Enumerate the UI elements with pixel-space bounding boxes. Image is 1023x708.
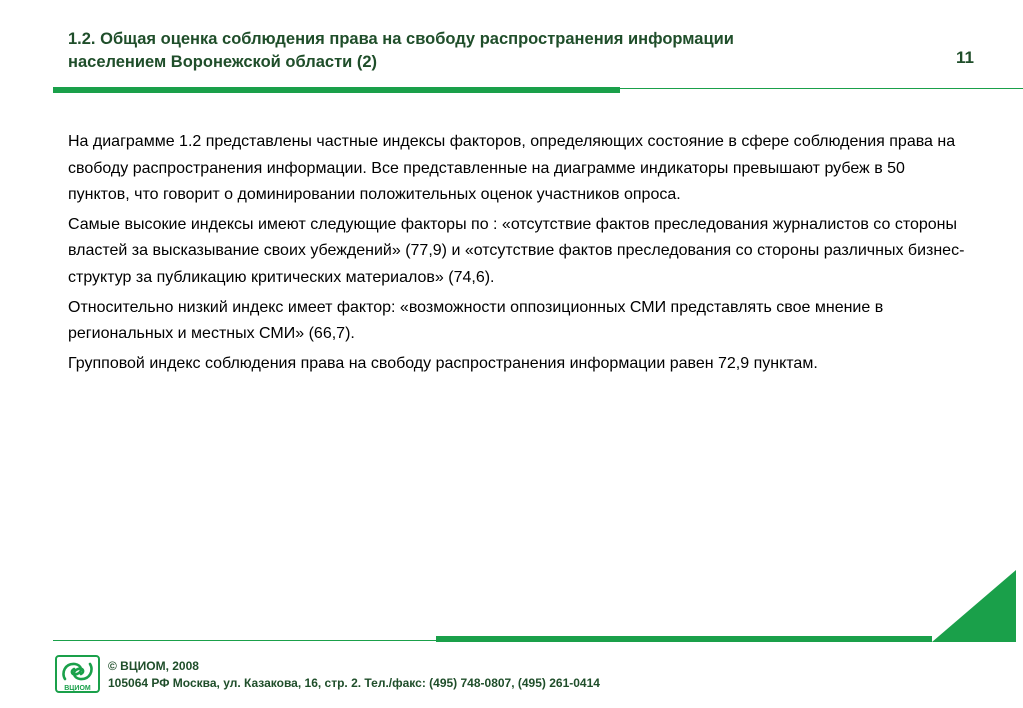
page-title-line-2: населением Воронежской области (2) <box>68 53 378 71</box>
logo-text: ВЦИОМ <box>64 685 91 692</box>
footer-copyright: © ВЦИОМ, 2008 <box>108 659 199 673</box>
corner-triangle-shape <box>932 570 1016 642</box>
page-title-line-1: 1.2. Общая оценка соблюдения права на свободу распространения информации <box>68 30 734 48</box>
paragraph-4: Групповой индекс соблюдения права на свободу распространения информации равен 72,9 пунктам. <box>68 354 818 372</box>
footer-divider-thick <box>436 636 932 642</box>
footer-address: 105064 РФ Москва, ул. Казакова, 16, стр. 2. Тел./факс: (495) 748-0807, (495) 261-0414 <box>108 676 600 690</box>
footer-text <box>108 658 600 692</box>
paragraph-1: На диаграмме 1.2 представлены частные индексы факторов, определяющих состояние в сфере соблюдения права на свободу распространения информации. Все представленные на диаграмме индикаторы превышают рубеж в 50 пунктов, что говорит о доминировании положительных оценок участников опроса. <box>68 133 956 204</box>
paragraph-2: Самые высокие индексы имеют следующие факторы по : «отсутствие фактов преследования журналистов со стороны властей за высказывание своих убеждений» (77,9) и «отсутствие фактов преследования со стороны различных бизнес-структур за публикацию критических материалов» (74,6). <box>68 215 965 286</box>
footer-divider-thin <box>53 640 436 641</box>
vciom-logo <box>55 655 100 693</box>
paragraph-3: Относительно низкий индекс имеет фактор: «возможности оппозиционных СМИ представлять свое мнение в региональных и местных СМИ» (66,7). <box>68 298 884 343</box>
page-number: 11 <box>956 48 974 67</box>
